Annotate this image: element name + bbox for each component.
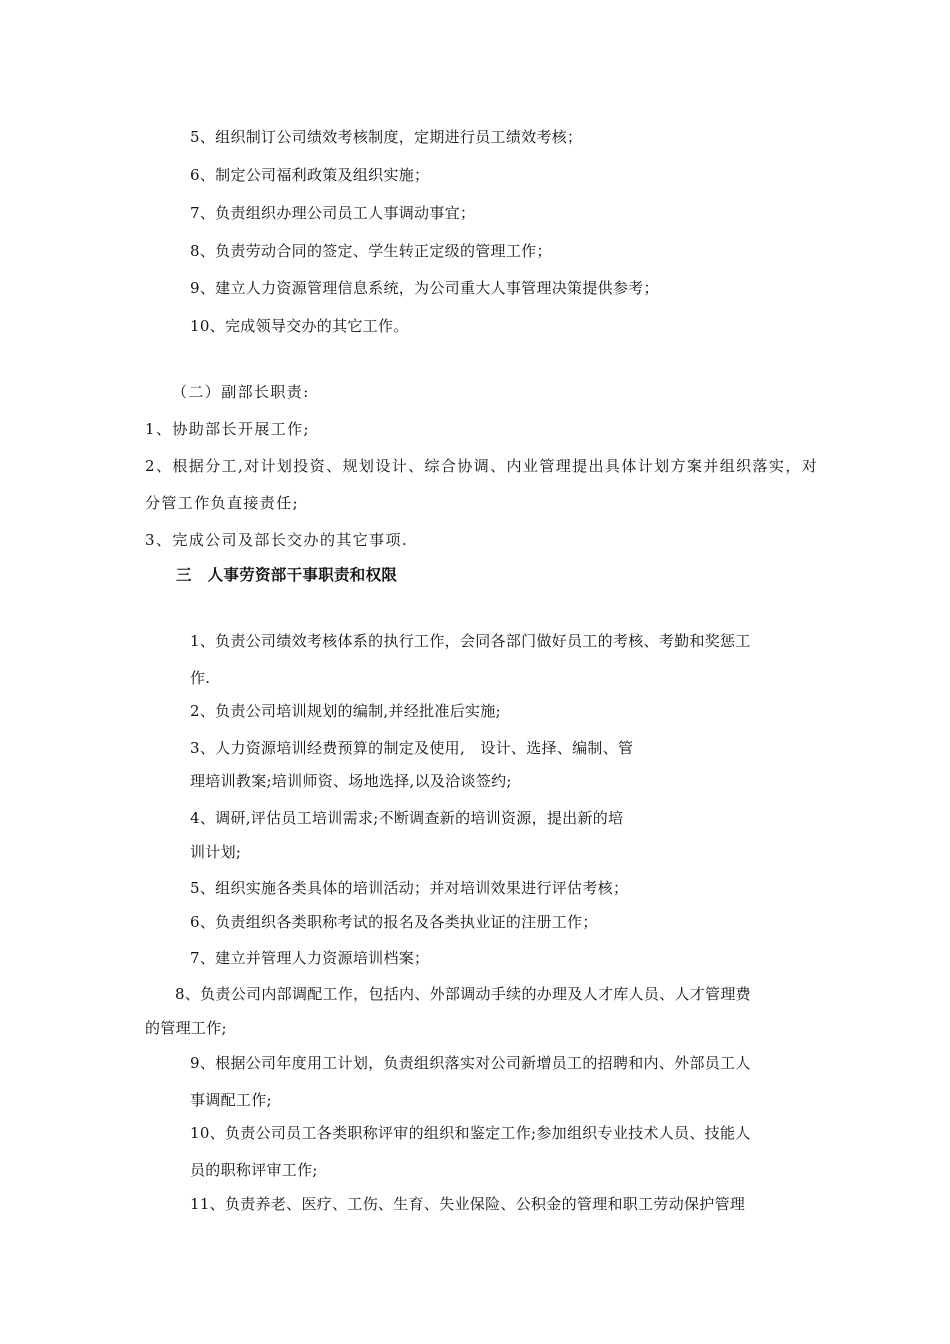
- list-item: 8、负责劳动合同的签定、学生转正定级的管理工作；: [190, 242, 552, 260]
- list-item: 4、调研,评估员工培训需求;不断调查新的培训资源，提出新的培: [190, 809, 624, 827]
- list-item: 7、负责组织办理公司员工人事调动事宜；: [190, 204, 476, 222]
- list-item: 11、负责养老、医疗、工伤、生育、失业保险、公积金的管理和职工劳动保护管理: [190, 1195, 746, 1213]
- list-item-continuation: 事调配工作;: [190, 1091, 272, 1109]
- list-item: 9、建立人力资源管理信息系统，为公司重大人事管理决策提供参考；: [190, 279, 659, 297]
- list-item-continuation: 作.: [190, 669, 211, 687]
- list-item-continuation: 理培训教案;培训师资、场地选择,以及洽谈签约;: [190, 772, 512, 790]
- list-item: 5、组织制订公司绩效考核制度，定期进行员工绩效考核；: [190, 128, 583, 146]
- list-item: 7、建立并管理人力资源培训档案；: [190, 949, 430, 967]
- list-item: 1、协助部长开展工作;: [145, 420, 310, 438]
- list-item: 6、制定公司福利政策及组织实施；: [190, 166, 430, 184]
- list-item-continuation: 分管工作负直接责任;: [145, 494, 300, 512]
- list-item: 8、负责公司内部调配工作，包括内、外部调动手续的办理及人才库人员、人才管理费: [175, 985, 751, 1003]
- list-item-continuation: 员的职称评审工作;: [190, 1161, 318, 1179]
- list-item: 10、完成领导交办的其它工作。: [190, 317, 409, 335]
- list-item: 5、组织实施各类具体的培训活动；并对培训效果进行评估考核；: [190, 879, 629, 897]
- list-item-continuation: 的管理工作;: [145, 1019, 227, 1037]
- list-item: 3、人力资源培训经费预算的制定及使用, 设计、选择、编制、管: [190, 739, 634, 757]
- list-item: 9、根据公司年度用工计划，负责组织落实对公司新增员工的招聘和内、外部员工人: [190, 1054, 751, 1072]
- section-subheading: （二）副部长职责:: [172, 383, 310, 401]
- list-item: 10、负责公司员工各类职称评审的组织和鉴定工作;参加组织专业技术人员、技能人: [190, 1124, 751, 1142]
- list-item: 3、完成公司及部长交办的其它事项.: [145, 531, 409, 549]
- list-item: 1、负责公司绩效考核体系的执行工作，会同各部门做好员工的考核、考勤和奖惩工: [190, 632, 751, 650]
- list-item: 6、负责组织各类职称考试的报名及各类执业证的注册工作；: [190, 913, 598, 931]
- list-item: 2、根据分工,对计划投资、规划设计、综合协调、内业管理提出具体计划方案并组织落实，对: [145, 457, 819, 475]
- list-item-continuation: 训计划;: [190, 843, 242, 861]
- section-heading: 三 人事劳资部干事职责和权限: [176, 566, 398, 584]
- list-item: 2、负责公司培训规划的编制,并经批准后实施;: [190, 702, 501, 720]
